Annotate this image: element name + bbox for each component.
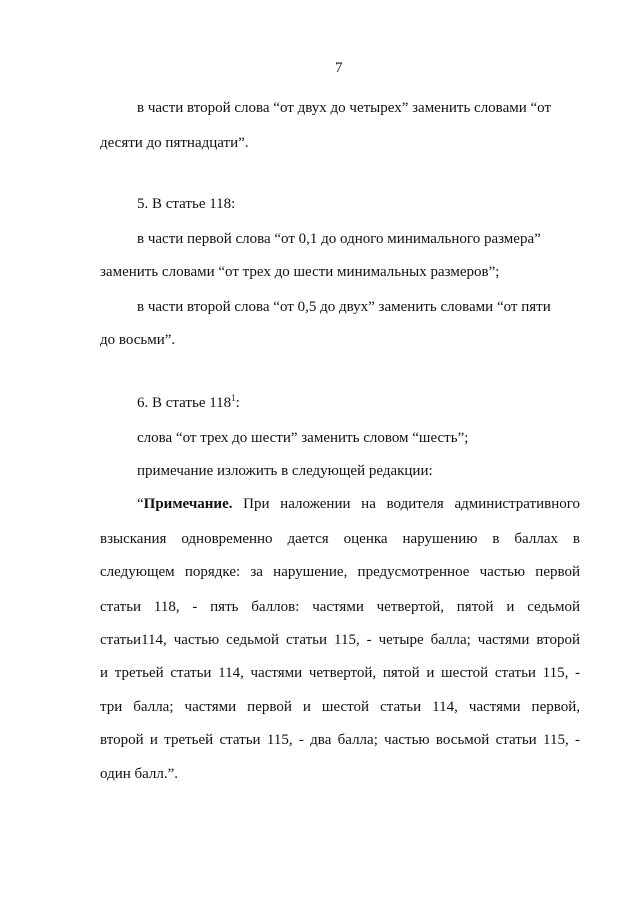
section-5-p2-line-1: в части второй слова “от 0,5 до двух” заменить словами “от пяти [137, 299, 551, 315]
section-4-line-2: десяти до пятнадцати”. [100, 135, 249, 151]
section-6-heading-text: 6. В статье 118 [137, 395, 232, 411]
note-line-8: второй и третьей статьи 115, - два балла; частью восьмой статьи 115, - [100, 732, 580, 748]
note-line-1 [137, 494, 580, 514]
section-6-heading-colon: : [235, 395, 240, 411]
section-5-p2-line-2: до восьми”. [100, 332, 176, 348]
section-6-heading [137, 393, 240, 413]
section-5-p1-line-1: в части первой слова “от 0,1 до одного минимального размера” [137, 231, 541, 247]
note-line-2: взыскания одновременно дается оценка нарушению в баллах в [100, 531, 580, 547]
note-line-1-text: При наложении на водителя административного [232, 496, 580, 512]
note-line-5: статьи114, частью седьмой статьи 115, - четыре балла; частями второй [100, 632, 580, 648]
note-line-4: статьи 118, - пять баллов: частями четвертой, пятой и седьмой [100, 599, 580, 615]
section-5-heading: 5. В статье 118: [137, 196, 236, 212]
section-6-p2: примечание изложить в следующей редакции: [137, 463, 433, 479]
section-4-line-1: в части второй слова “от двух до четырех” заменить словами “от [137, 100, 552, 116]
note-line-3: следующем порядке: за нарушение, предусмотренное частью первой [100, 564, 580, 580]
note-line-6: и третьей статьи 114, частями четвертой, пятой и шестой статьи 115, - [100, 665, 580, 681]
section-6-p1: слова “от трех до шести” заменить словом “шесть”; [137, 430, 469, 446]
section-6-heading-superscript: 1 [231, 393, 236, 403]
note-line-9: один балл.”. [100, 766, 179, 782]
section-5-p1-line-2: заменить словами “от трех до шести минимальных размеров”; [100, 264, 500, 280]
note-open-quote: “ [137, 496, 144, 512]
note-label: Примечание. [143, 496, 233, 512]
page-number: 7 [335, 60, 343, 76]
note-line-7: три балла; частями первой и шестой статьи 114, частями первой, [100, 699, 580, 715]
